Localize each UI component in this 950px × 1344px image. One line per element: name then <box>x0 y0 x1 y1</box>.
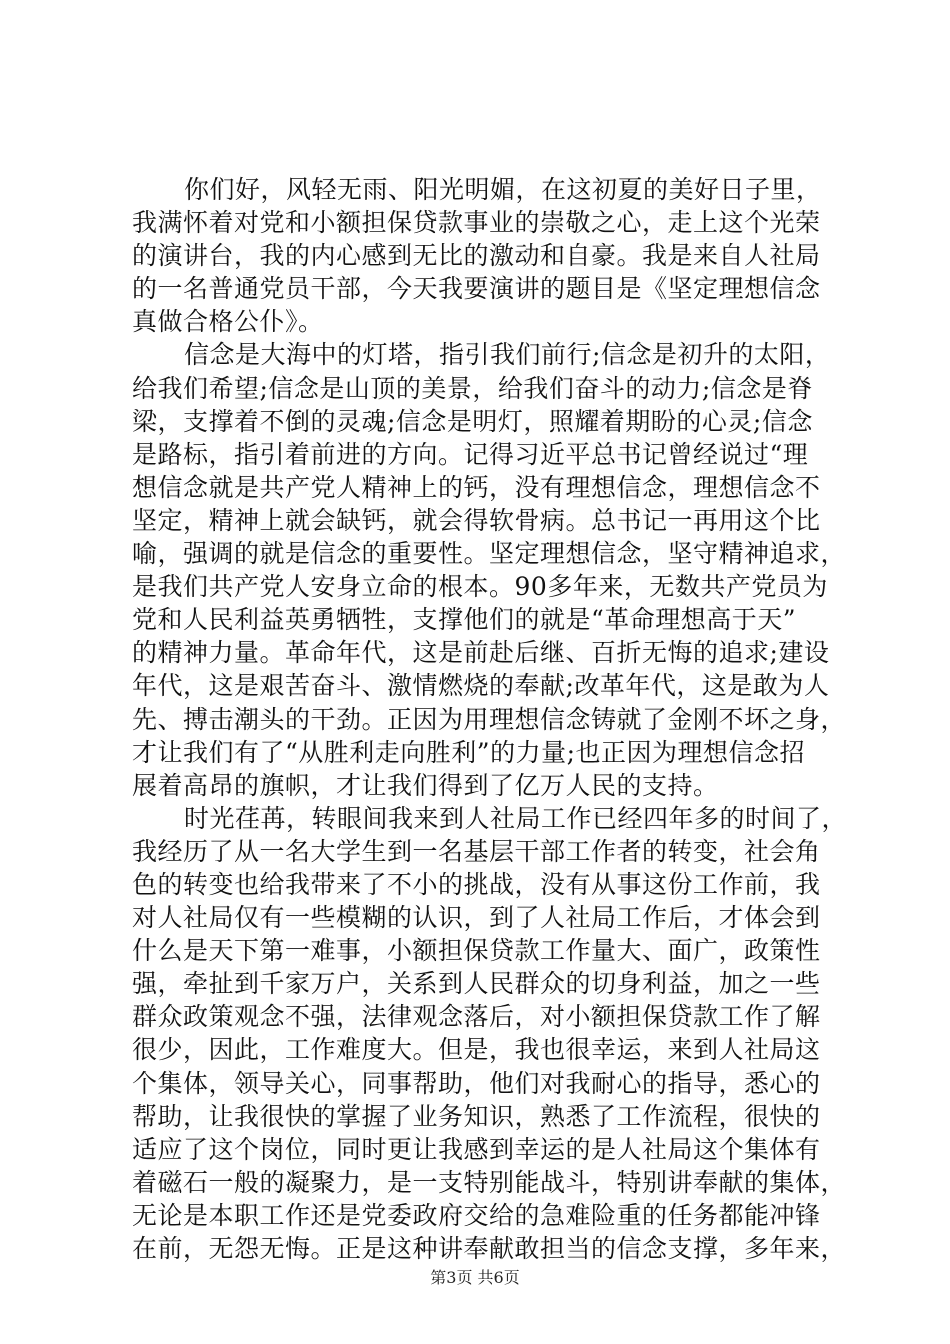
paragraph-line: 的演讲台，我的内心感到无比的激动和自豪。我是来自人社局 <box>132 241 821 271</box>
paragraph-line: 你们好，风轻无雨、阳光明媚，在这初夏的美好日子里， <box>184 175 822 204</box>
paragraph-line: 展着高昂的旗帜，才让我们得到了亿万人民的支持。 <box>132 770 719 800</box>
paragraph-line: 时光荏苒，转眼间我来到人社局工作已经四年多的时间了， <box>184 803 848 833</box>
paragraph-line: 着磁石一般的凝聚力，是一支特别能战斗，特别讲奉献的集体， <box>132 1167 847 1197</box>
paragraph-line: 个集体，领导关心，同事帮助，他们对我耐心的指导，悉心的 <box>132 1068 821 1098</box>
paragraph-line: 帮助，让我很快的掌握了业务知识，熟悉了工作流程，很快的 <box>132 1101 821 1131</box>
paragraph-line: 色的转变也给我带来了不小的挑战，没有从事这份工作前，我 <box>132 869 821 899</box>
paragraph-line: 年代，这是艰苦奋斗、激情燃烧的奉献;改革年代，这是敢为人 <box>132 671 830 701</box>
paragraph-line: 给我们希望;信念是山顶的美景，给我们奋斗的动力;信念是脊 <box>132 373 813 403</box>
paragraph-line: 的一名普通党员干部，今天我要演讲的题目是《坚定理想信念 <box>132 274 821 304</box>
paragraph-line: 梁，支撑着不倒的灵魂;信念是明灯，照耀着期盼的心灵;信念 <box>132 406 813 436</box>
document-body <box>132 173 848 1265</box>
page-number-footer: 第3页 共6页 <box>430 1268 520 1287</box>
paragraph-line: 对人社局仅有一些模糊的认识，到了人社局工作后，才体会到 <box>132 903 821 933</box>
paragraph-line: 适应了这个岗位，同时更让我感到幸运的是人社局这个集体有 <box>132 1134 821 1164</box>
paragraph-line: 很少，因此，工作难度大。但是，我也很幸运，来到人社局这 <box>132 1035 821 1065</box>
paragraph-line: 群众政策观念不强，法律观念落后，对小额担保贷款工作了解 <box>132 1002 821 1032</box>
paragraph-line: 的精神力量。革命年代，这是前赴后继、百折无悔的追求;建设 <box>132 638 830 668</box>
paragraph-line: 党和人民利益英勇牺牲，支撑他们的就是“革命理想高于天” <box>132 605 797 635</box>
paragraph-line: 是我们共产党人安身立命的根本。90多年来，无数共产党员为 <box>132 572 828 602</box>
paragraph-line: 在前，无怨无悔。正是这种讲奉献敢担当的信念支撑，多年来， <box>132 1234 847 1263</box>
paragraph-line: 才让我们有了“从胜利走向胜利”的力量;也正因为理想信念招 <box>132 737 805 767</box>
paragraph-line: 什么是天下第一难事，小额担保贷款工作量大、面广，政策性 <box>132 936 821 966</box>
paragraph-line: 强，牵扯到千家万户，关系到人民群众的切身利益，加之一些 <box>132 969 821 999</box>
paragraph-line: 坚定，精神上就会缺钙，就会得软骨病。总书记一再用这个比 <box>132 505 821 535</box>
paragraph-line: 先、搏击潮头的干劲。正因为用理想信念铸就了金刚不坏之身， <box>132 704 847 734</box>
paragraph-line: 是路标，指引着前进的方向。记得习近平总书记曾经说过“理 <box>132 439 809 469</box>
paragraph-line: 我经历了从一名大学生到一名基层干部工作者的转变，社会角 <box>132 836 821 866</box>
paragraph-line: 真做合格公仆》。 <box>132 307 324 337</box>
paragraph-line: 喻，强调的就是信念的重要性。坚定理想信念，坚守精神追求， <box>132 539 847 569</box>
paragraph-line: 我满怀着对党和小额担保贷款事业的崇敬之心，走上这个光荣 <box>132 208 821 238</box>
paragraph-line: 无论是本职工作还是党委政府交给的急难险重的任务都能冲锋 <box>132 1200 821 1230</box>
paragraph-line: 信念是大海中的灯塔，指引我们前行;信念是初升的太阳， <box>184 340 831 370</box>
paragraph-line: 想信念就是共产党人精神上的钙，没有理想信念，理想信念不 <box>132 472 821 502</box>
